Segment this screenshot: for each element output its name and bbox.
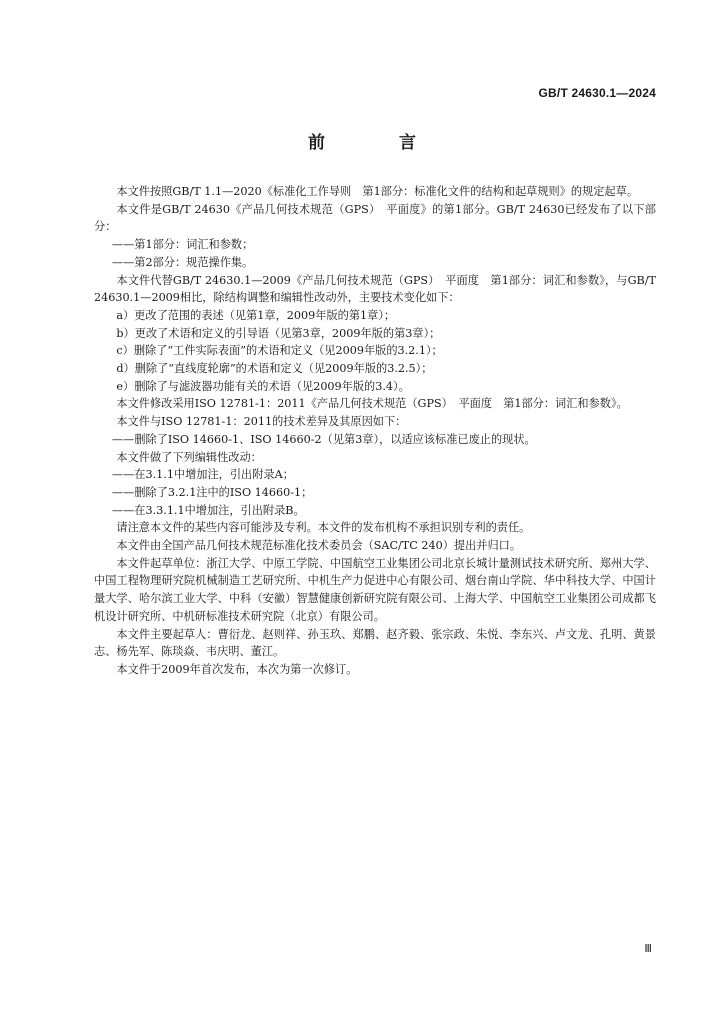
paragraph-proposer: 本文件由全国产品几何技术规范标准化技术委员会（SAC/TC 240）提出并归口。 [116,539,522,553]
list-item-part1: ——第1部分：词汇和参数； [111,238,254,252]
document-number: GB/T 24630.1—2024 [538,86,656,100]
difference-item: ——删除了ISO 14660-1、ISO 14660-2（见第3章），以适应该标准已废止的现状。 [111,432,536,446]
paragraph-patent-notice: 请注意本文件的某些内容可能涉及专利。本文件的发布机构不承担识别专利的责任。 [116,521,531,535]
list-item-part2: ——第2部分：规范操作集。 [111,255,254,269]
change-item-a: a）更改了范围的表述（见第1章，2009年版的第1章）； [116,308,396,322]
paragraph-editorial-changes: 本文件做了下列编辑性改动： [116,450,262,464]
page-title: 前 言 [308,133,450,153]
change-item-d: d）删除了“直线度轮廓”的术语和定义（见2009年版的3.2.5）； [116,362,433,376]
change-item-e: e）删除了与滤波器功能有关的术语（见2009年版的3.4）。 [116,379,410,393]
editorial-item-3: ——在3.3.1.1中增加注，引出附录B。 [111,503,305,517]
paragraph-series-parts: 本文件是GB/T 24630《产品几何技术规范（GPS） 平面度》的第1部分。GB/T 24630已经发布了以下部分： [94,202,656,234]
editorial-item-2: ——删除了3.2.1注中的ISO 14660-1； [111,485,313,499]
paragraph-replaces: 本文件代替GB/T 24630.1—2009《产品几何技术规范（GPS） 平面度 第1部分：词汇和参数》，与GB/T 24630.1—2009相比，除结构调整和编辑性改动外，主要技术变化如下： [94,273,656,305]
paragraph-drafters: 本文件主要起草人：曹衍龙、赵则祥、孙玉玖、郑鹏、赵齐毅、张宗政、朱悦、李东兴、卢文龙、孔明、黄景志、杨先军、陈琰焱、韦庆明、董江。 [94,627,656,659]
paragraph-publication-history: 本文件于2009年首次发布，本次为第一次修订。 [116,662,358,676]
paragraph-drafting-units: 本文件起草单位：浙江大学、中原工学院、中国航空工业集团公司北京长城计量测试技术研究所、郑州大学、中国工程物理研究院机械制造工艺研究所、中机生产力促进中心有限公司、烟台南山学院、华中科技大学、中国计量大学、哈尔滨工业大学、中科（安徽）智慧健康创新研究院有限公司、上海大学、中国航空工业集团公司成都飞机设计研究所、中机研标准技术研究院（北京）有限公司。 [94,556,656,623]
change-item-c: c）删除了“工件实际表面”的术语和定义（见2009年版的3.2.1）； [116,344,443,358]
editorial-item-1: ——在3.1.1中增加注，引出附录A； [111,468,294,482]
paragraph-iso-adoption: 本文件修改采用ISO 12781-1：2011《产品几何技术规范（GPS） 平面度 第1部分：词汇和参数》。 [116,397,628,411]
paragraph-drafting-rules: 本文件按照GB/T 1.1—2020《标准化工作导则 第1部分：标准化文件的结构和起草规则》的规定起草。 [116,185,639,198]
paragraph-technical-differences: 本文件与ISO 12781-1：2011的技术差异及其原因如下： [116,415,407,429]
change-item-b: b）更改了术语和定义的引导语（见第3章，2009年版的第3章）； [116,326,441,340]
foreword-body [94,183,656,679]
page-number: Ⅲ [644,943,652,955]
